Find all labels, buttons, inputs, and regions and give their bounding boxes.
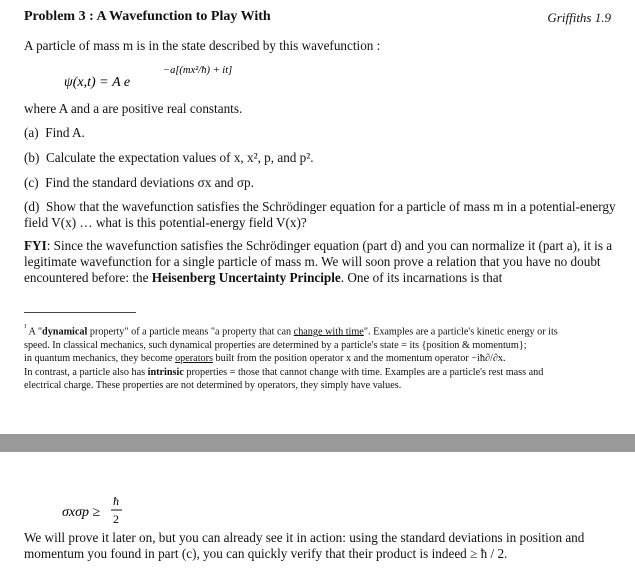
footnote-marker: ¹ [24, 322, 27, 332]
part-d-label: (d) [24, 199, 40, 214]
equation-exponent: −a[(mx²/ħ) + it] [163, 65, 233, 76]
footnote-line-4: In contrast, a particle also has intrinsic properties = those that cannot change with time. Examples are a particle's rest mass and [24, 366, 544, 378]
part-a [24, 125, 85, 141]
part-c-label: (c) [24, 175, 39, 190]
intro-text: A particle of mass m is in the state described by this wavefunction : [24, 38, 381, 53]
part-c [24, 175, 254, 191]
uncertainty-numerator: ħ [113, 494, 119, 508]
source-reference: Griffiths 1.9 [547, 10, 611, 25]
part-b-label: (b) [24, 150, 40, 165]
fyi-paragraph [24, 238, 616, 286]
part-d-text: Show that the wavefunction satisfies the Schrödinger equation for a particle of mass m in a potential-energy field V(x) … what is this potential-energy field V(x)? [24, 199, 616, 230]
fyi-highlight: Heisenberg Uncertainty Principle [151, 270, 341, 285]
part-a-label: (a) [24, 125, 39, 140]
uncertainty-lhs: σxσp ≥ [62, 505, 101, 520]
wavefunction-equation [64, 62, 284, 94]
page-break-bar [0, 434, 635, 452]
part-b [24, 150, 314, 166]
closing-paragraph: We will prove it later on, but you can already see it in action: using the standard deviations in position and momentum you found in part (c), you can quickly verify that their product is indeed ≥ ħ / 2. [24, 530, 585, 561]
part-c-text: Find the standard deviations σx and σp. [45, 175, 254, 190]
footnote-divider [24, 312, 136, 313]
footnote-line-5: electrical charge. These properties are not determined by operators, they simply have values. [24, 380, 402, 392]
footnote [24, 321, 616, 392]
fyi-text-after: . One of its incarnations is that [340, 270, 503, 285]
fyi-label: FYI [24, 238, 47, 253]
uncertainty-denominator: 2 [113, 512, 119, 526]
part-b-text: Calculate the expectation values of x, x², p, and p². [45, 150, 314, 165]
constants-note: where A and a are positive real constants. [24, 101, 243, 116]
part-a-text: Find A. [45, 125, 85, 140]
uncertainty-equation [62, 492, 142, 532]
problem-title: Problem 3 : A Wavefunction to Play With [24, 9, 271, 24]
fyi-text-before: : Since the wavefunction satisfies the Schrödinger equation (part d) and you can normalize it (part a), it is a legitimate wavefunction for a single particle of mass m. We will soon prove a relation that you have no doubt encountered before: the [24, 238, 613, 285]
part-d [24, 199, 616, 231]
equation-lhs: ψ(x,t) = A e [64, 75, 131, 90]
footnote-line-2: speed. In classical mechanics, such dynamical properties are determined by a particle's state = its {position & momentum}; [24, 339, 527, 351]
footnote-line-3: in quantum mechanics, they become operators built from the position operator x and the momentum operator −iħ∂/∂x. [24, 353, 506, 365]
footnote-line-1: $^{^1}$ A "dynamical property" of a particle means "a property that can change with time". Examples are a particle's kinetic energy or its [24, 322, 558, 338]
